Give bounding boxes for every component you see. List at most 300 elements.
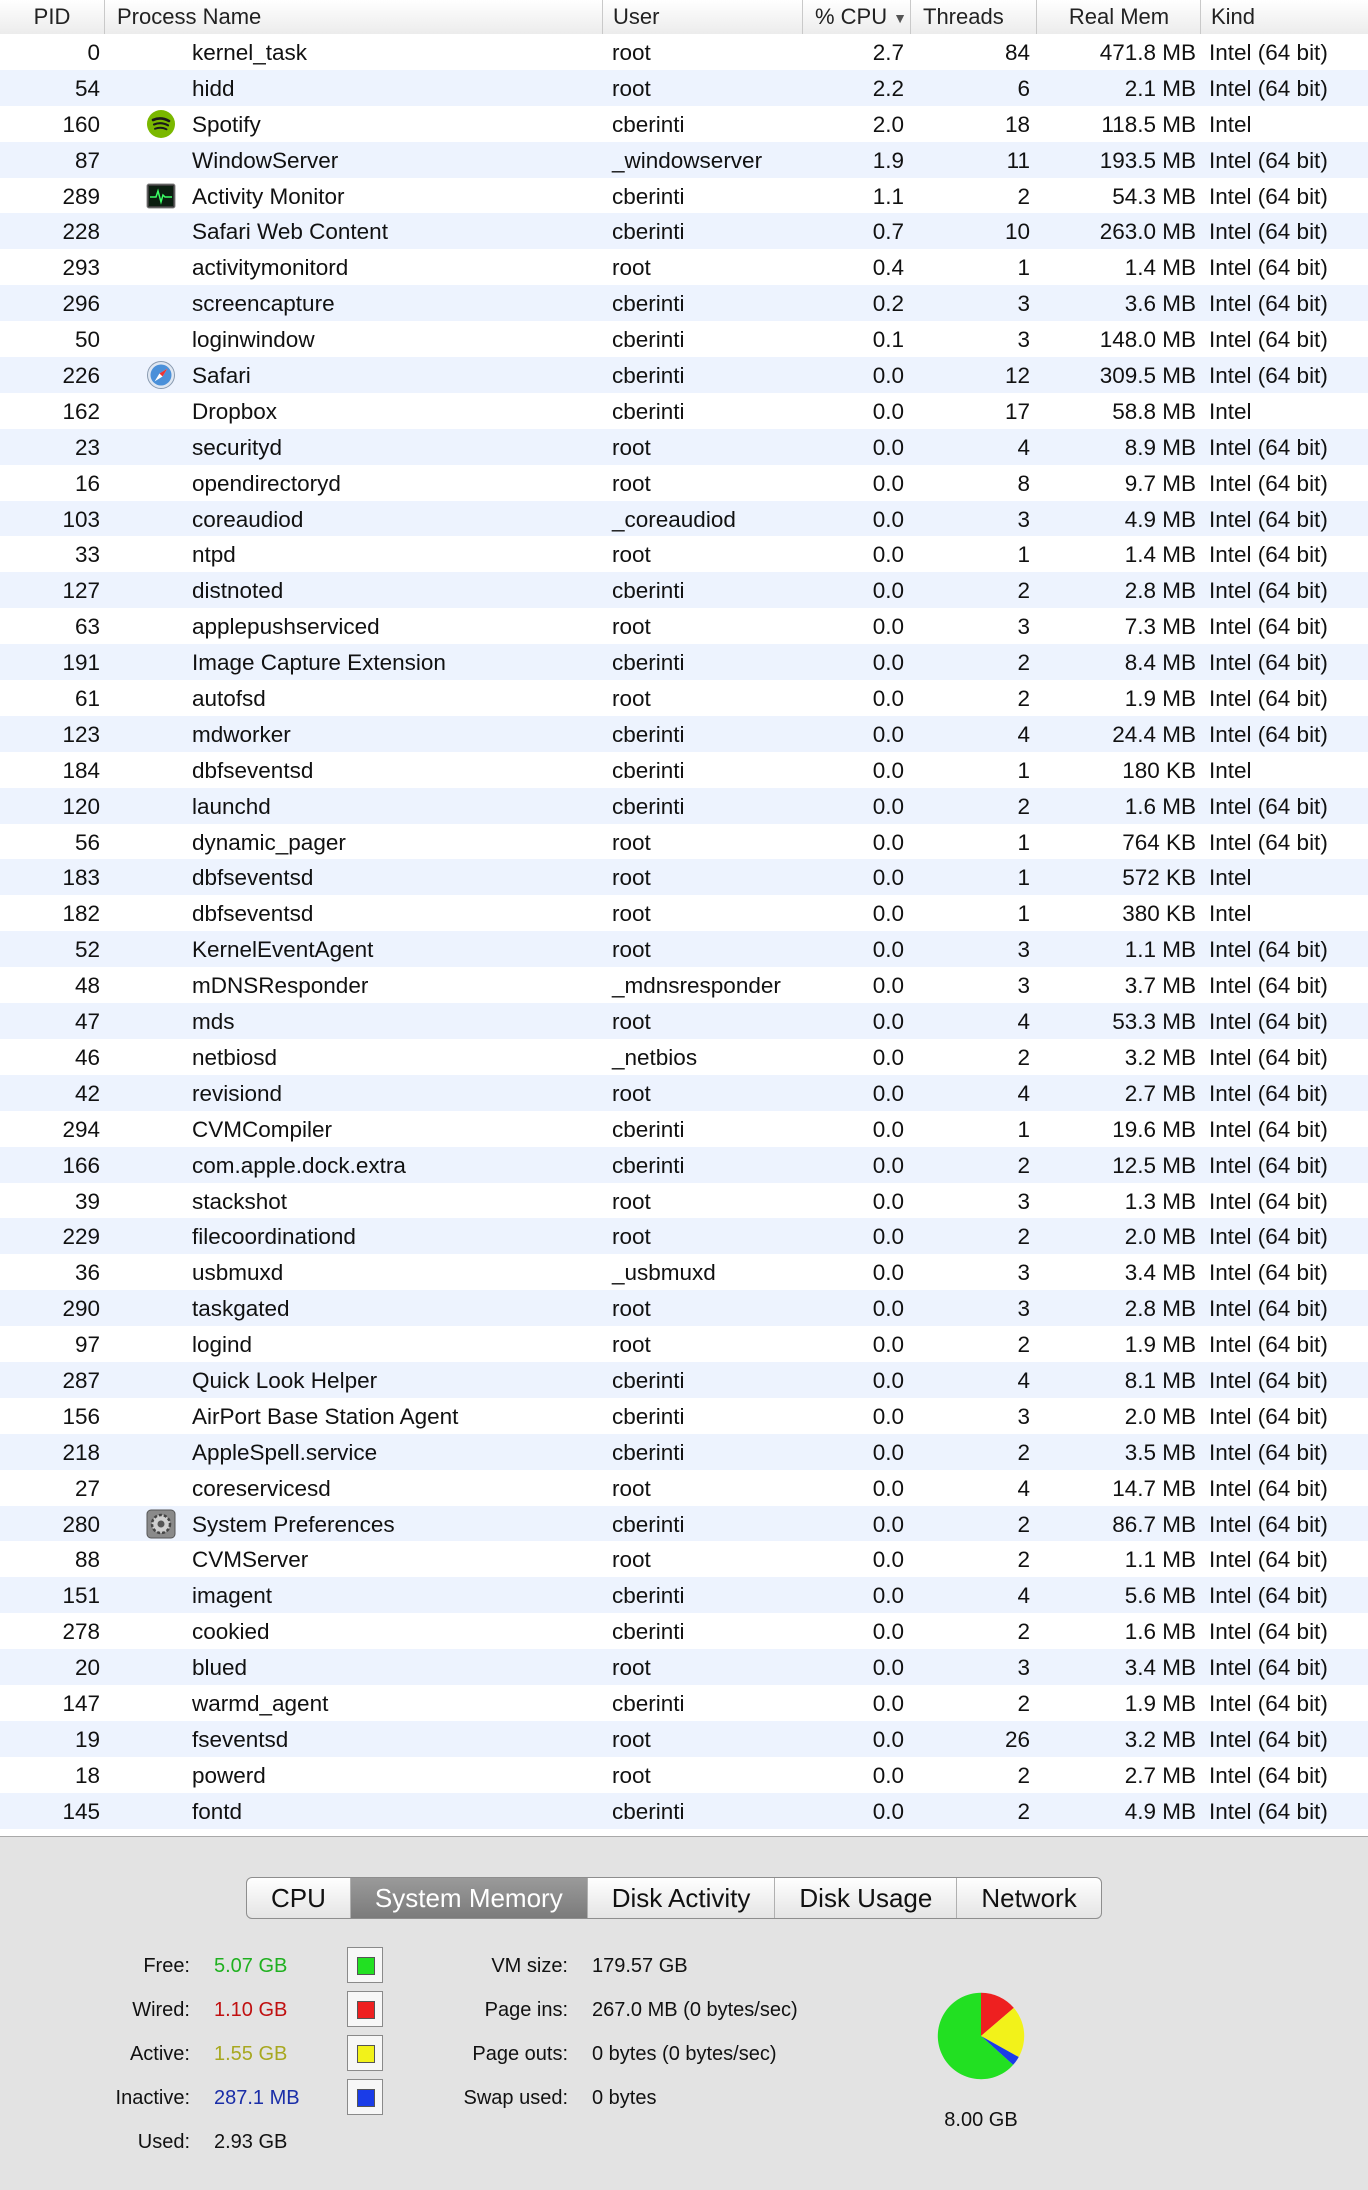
process-row[interactable] bbox=[0, 357, 1368, 393]
process-name-cell: Image Capture Extension bbox=[192, 650, 446, 676]
user-cell: root bbox=[612, 40, 651, 65]
pid-cell: 23 bbox=[74, 434, 100, 460]
app-icon-slot bbox=[146, 1724, 178, 1754]
free-color-well[interactable] bbox=[347, 1947, 383, 1983]
app-icon-slot bbox=[146, 73, 178, 103]
kind-cell: Intel (64 bit) bbox=[1209, 1080, 1328, 1106]
pid-cell: 287 bbox=[62, 1367, 100, 1393]
process-row[interactable] bbox=[0, 716, 1368, 752]
user-cell: root bbox=[612, 1726, 651, 1752]
process-row[interactable] bbox=[0, 1541, 1368, 1577]
pid-cell: 97 bbox=[74, 1332, 100, 1358]
process-row[interactable] bbox=[0, 572, 1368, 608]
cpu-cell: 0.0 bbox=[872, 363, 904, 389]
process-row[interactable] bbox=[0, 142, 1368, 178]
pid-cell: 147 bbox=[62, 1690, 100, 1716]
process-row[interactable] bbox=[0, 1003, 1368, 1039]
threads-cell: 3 bbox=[1017, 506, 1030, 532]
column-header-kind[interactable]: Kind bbox=[1200, 0, 1368, 34]
threads-cell: 2 bbox=[1017, 686, 1030, 712]
real-mem-cell: 19.6 MB bbox=[1112, 1116, 1196, 1142]
column-header-cpu[interactable] bbox=[802, 0, 910, 34]
threads-cell: 2 bbox=[1017, 1798, 1030, 1824]
free-value: 5.07 GB bbox=[214, 1955, 288, 1977]
process-row[interactable] bbox=[0, 1111, 1368, 1147]
pid-cell: 20 bbox=[74, 1655, 100, 1681]
threads-cell: 3 bbox=[1017, 1188, 1030, 1214]
app-icon-slot bbox=[146, 1114, 178, 1144]
threads-cell: 3 bbox=[1017, 937, 1030, 963]
process-name-cell: opendirectoryd bbox=[192, 470, 341, 496]
user-cell: cberinti bbox=[612, 1152, 685, 1178]
process-row[interactable] bbox=[0, 465, 1368, 501]
kind-cell: Intel (64 bit) bbox=[1209, 1260, 1328, 1286]
active-value: 1.55 GB bbox=[214, 2043, 288, 2065]
real-mem-cell: 263.0 MB bbox=[1099, 219, 1196, 245]
process-row[interactable] bbox=[0, 285, 1368, 321]
kind-cell: Intel (64 bit) bbox=[1209, 40, 1328, 65]
pid-cell: 145 bbox=[62, 1798, 100, 1824]
pid-cell: 56 bbox=[74, 829, 100, 855]
pid-cell: 296 bbox=[62, 291, 100, 317]
kind-cell: Intel (64 bit) bbox=[1209, 829, 1328, 855]
cpu-cell: 0.0 bbox=[872, 1439, 904, 1465]
kind-cell: Intel bbox=[1209, 398, 1252, 424]
pid-cell: 191 bbox=[62, 650, 100, 676]
app-icon-slot bbox=[146, 432, 178, 462]
kind-cell: Intel (64 bit) bbox=[1209, 542, 1328, 568]
user-cell: _mdnsresponder bbox=[612, 973, 781, 999]
pid-cell: 48 bbox=[74, 973, 100, 999]
app-icon-slot bbox=[146, 1150, 178, 1180]
real-mem-cell: 1.1 MB bbox=[1124, 1547, 1196, 1573]
process-row[interactable] bbox=[0, 1075, 1368, 1111]
real-mem-cell: 3.4 MB bbox=[1124, 1260, 1196, 1286]
cpu-cell: 0.0 bbox=[872, 1116, 904, 1142]
real-mem-cell: 2.0 MB bbox=[1124, 1403, 1196, 1429]
process-name-cell: autofsd bbox=[192, 686, 266, 712]
process-row[interactable] bbox=[0, 859, 1368, 895]
cpu-cell: 0.0 bbox=[872, 1367, 904, 1393]
inactive-value: 287.1 MB bbox=[214, 2087, 300, 2109]
threads-cell: 4 bbox=[1017, 434, 1030, 460]
app-icon-slot bbox=[146, 504, 178, 534]
cpu-cell: 0.0 bbox=[872, 506, 904, 532]
cpu-cell: 0.0 bbox=[872, 1009, 904, 1035]
app-icon-slot bbox=[146, 1293, 178, 1323]
real-mem-cell: 309.5 MB bbox=[1099, 363, 1196, 389]
user-cell: root bbox=[612, 255, 651, 281]
pid-cell: 183 bbox=[62, 865, 100, 891]
kind-cell: Intel (64 bit) bbox=[1209, 1116, 1328, 1142]
user-cell: root bbox=[612, 1080, 651, 1106]
kind-cell: Intel (64 bit) bbox=[1209, 1690, 1328, 1716]
app-icon-slot bbox=[146, 1042, 178, 1072]
real-mem-cell: 3.2 MB bbox=[1124, 1044, 1196, 1070]
kind-cell: Intel (64 bit) bbox=[1209, 147, 1328, 173]
pid-cell: 36 bbox=[74, 1260, 100, 1286]
process-row[interactable] bbox=[0, 1326, 1368, 1362]
spotify-icon bbox=[146, 109, 178, 139]
wired-value: 1.10 GB bbox=[214, 1999, 288, 2021]
process-name-cell: screencapture bbox=[192, 291, 335, 317]
app-icon-slot bbox=[146, 1796, 178, 1826]
used-label: Used: bbox=[137, 2131, 190, 2153]
app-icon-slot bbox=[146, 1580, 178, 1610]
active-color-well[interactable] bbox=[347, 2035, 383, 2071]
process-list bbox=[0, 34, 1368, 1829]
user-cell: cberinti bbox=[612, 578, 685, 604]
user-cell: cberinti bbox=[612, 291, 685, 317]
threads-cell: 1 bbox=[1017, 757, 1030, 783]
process-name-cell: blued bbox=[192, 1655, 248, 1681]
user-cell: cberinti bbox=[612, 111, 685, 137]
app-icon-slot bbox=[146, 791, 178, 821]
wired-label: Wired: bbox=[132, 1999, 190, 2021]
real-mem-cell: 3.5 MB bbox=[1124, 1439, 1196, 1465]
cpu-cell: 2.0 bbox=[872, 111, 904, 137]
user-cell: cberinti bbox=[612, 1439, 685, 1465]
cpu-cell: 0.0 bbox=[872, 470, 904, 496]
cpu-cell: 0.4 bbox=[872, 255, 904, 281]
app-icon-slot bbox=[146, 898, 178, 928]
threads-cell: 2 bbox=[1017, 1224, 1030, 1250]
safari-icon bbox=[146, 360, 178, 390]
threads-cell: 1 bbox=[1017, 1116, 1030, 1142]
process-name-cell: dbfseventsd bbox=[192, 865, 314, 891]
process-name-cell: mds bbox=[192, 1009, 235, 1035]
threads-cell: 1 bbox=[1017, 255, 1030, 281]
process-name-cell: warmd_agent bbox=[192, 1690, 329, 1716]
cpu-cell: 0.2 bbox=[872, 291, 904, 317]
process-name-cell: powerd bbox=[192, 1762, 266, 1788]
pid-cell: 61 bbox=[74, 686, 100, 712]
inactive-swatch bbox=[357, 2089, 375, 2107]
cpu-cell: 1.1 bbox=[872, 183, 904, 209]
kind-cell: Intel (64 bit) bbox=[1209, 721, 1328, 747]
real-mem-cell: 4.9 MB bbox=[1124, 1798, 1196, 1824]
process-row[interactable] bbox=[0, 1506, 1368, 1542]
process-row[interactable] bbox=[0, 1398, 1368, 1434]
user-cell: _usbmuxd bbox=[612, 1260, 716, 1286]
threads-cell: 84 bbox=[1004, 40, 1030, 65]
threads-cell: 3 bbox=[1017, 291, 1030, 317]
real-mem-cell: 7.3 MB bbox=[1124, 614, 1196, 640]
kind-cell: Intel (64 bit) bbox=[1209, 1583, 1328, 1609]
cpu-cell: 0.0 bbox=[872, 1475, 904, 1501]
cpu-cell: 0.0 bbox=[872, 1080, 904, 1106]
process-name-cell: activitymonitord bbox=[192, 255, 349, 281]
process-row[interactable] bbox=[0, 608, 1368, 644]
page-ins-label: Page ins: bbox=[484, 1999, 568, 2021]
process-row[interactable] bbox=[0, 1254, 1368, 1290]
inactive-color-well[interactable] bbox=[347, 2079, 383, 2115]
free-label: Free: bbox=[143, 1955, 190, 1977]
cpu-cell: 0.0 bbox=[872, 1798, 904, 1824]
process-row[interactable] bbox=[0, 393, 1368, 429]
process-row[interactable] bbox=[0, 1577, 1368, 1613]
real-mem-cell: 2.8 MB bbox=[1124, 1296, 1196, 1322]
process-row[interactable] bbox=[0, 1470, 1368, 1506]
vm-size-label: VM size: bbox=[491, 1955, 568, 1977]
kind-cell: Intel (64 bit) bbox=[1209, 506, 1328, 532]
pid-cell: 160 bbox=[62, 111, 100, 137]
kind-cell: Intel (64 bit) bbox=[1209, 1798, 1328, 1824]
threads-cell: 2 bbox=[1017, 793, 1030, 819]
process-row[interactable] bbox=[0, 644, 1368, 680]
total-memory-label: 8.00 GB bbox=[944, 2109, 1018, 2131]
process-row[interactable] bbox=[0, 1649, 1368, 1685]
app-icon-slot bbox=[146, 575, 178, 605]
real-mem-cell: 1.9 MB bbox=[1124, 686, 1196, 712]
user-cell: root bbox=[612, 901, 651, 927]
cpu-cell: 0.0 bbox=[872, 973, 904, 999]
threads-cell: 4 bbox=[1017, 1583, 1030, 1609]
pid-cell: 103 bbox=[62, 506, 100, 532]
cpu-cell: 0.0 bbox=[872, 793, 904, 819]
user-cell: cberinti bbox=[612, 1403, 685, 1429]
pid-cell: 16 bbox=[74, 470, 100, 496]
real-mem-cell: 1.1 MB bbox=[1124, 937, 1196, 963]
app-icon-slot bbox=[146, 1221, 178, 1251]
real-mem-cell: 3.4 MB bbox=[1124, 1655, 1196, 1681]
real-mem-cell: 1.4 MB bbox=[1124, 542, 1196, 568]
threads-cell: 17 bbox=[1004, 398, 1030, 424]
threads-cell: 2 bbox=[1017, 1511, 1030, 1537]
pid-cell: 280 bbox=[62, 1511, 100, 1537]
process-row[interactable] bbox=[0, 70, 1368, 106]
kind-cell: Intel (64 bit) bbox=[1209, 1439, 1328, 1465]
system-memory-panel bbox=[0, 1836, 1368, 2190]
sort-descending-icon: ▼ bbox=[893, 10, 907, 27]
app-icon-slot bbox=[146, 862, 178, 892]
app-icon-slot bbox=[146, 1688, 178, 1718]
user-cell: cberinti bbox=[612, 183, 685, 209]
real-mem-cell: 1.6 MB bbox=[1124, 1619, 1196, 1645]
real-mem-cell: 2.7 MB bbox=[1124, 1762, 1196, 1788]
process-name-cell: fontd bbox=[192, 1798, 243, 1824]
cpu-cell: 0.0 bbox=[872, 1296, 904, 1322]
kind-cell: Intel (64 bit) bbox=[1209, 686, 1328, 712]
app-icon-slot bbox=[146, 252, 178, 282]
process-row[interactable] bbox=[0, 106, 1368, 142]
real-mem-cell: 14.7 MB bbox=[1112, 1475, 1196, 1501]
kind-cell: Intel (64 bit) bbox=[1209, 363, 1328, 389]
app-icon-slot bbox=[146, 719, 178, 749]
process-row[interactable] bbox=[0, 1434, 1368, 1470]
process-name-cell: securityd bbox=[192, 434, 283, 460]
user-cell: cberinti bbox=[612, 721, 685, 747]
column-header-process-name[interactable]: Process Name bbox=[104, 0, 602, 34]
kind-cell: Intel (64 bit) bbox=[1209, 219, 1328, 245]
process-name-cell: Activity Monitor bbox=[192, 183, 345, 209]
threads-cell: 6 bbox=[1017, 75, 1030, 101]
user-cell: cberinti bbox=[612, 1798, 685, 1824]
cpu-cell: 0.0 bbox=[872, 1583, 904, 1609]
process-row[interactable] bbox=[0, 680, 1368, 716]
real-mem-cell: 193.5 MB bbox=[1099, 147, 1196, 173]
user-cell: root bbox=[612, 865, 651, 891]
kind-cell: Intel (64 bit) bbox=[1209, 973, 1328, 999]
real-mem-cell: 2.7 MB bbox=[1124, 1080, 1196, 1106]
real-mem-cell: 12.5 MB bbox=[1112, 1152, 1196, 1178]
column-header-real-mem[interactable]: Real Mem bbox=[1036, 0, 1201, 34]
threads-cell: 2 bbox=[1017, 1332, 1030, 1358]
pid-cell: 54 bbox=[74, 75, 100, 101]
cpu-cell: 2.7 bbox=[872, 40, 904, 65]
real-mem-cell: 2.1 MB bbox=[1124, 75, 1196, 101]
kind-cell: Intel (64 bit) bbox=[1209, 1547, 1328, 1573]
cpu-cell: 0.0 bbox=[872, 650, 904, 676]
process-row[interactable] bbox=[0, 1039, 1368, 1075]
process-row[interactable] bbox=[0, 824, 1368, 860]
user-cell: cberinti bbox=[612, 793, 685, 819]
process-row[interactable] bbox=[0, 1290, 1368, 1326]
process-row[interactable] bbox=[0, 1218, 1368, 1254]
process-row[interactable] bbox=[0, 213, 1368, 249]
app-icon-slot bbox=[146, 683, 178, 713]
process-row[interactable] bbox=[0, 788, 1368, 824]
kind-cell: Intel (64 bit) bbox=[1209, 1403, 1328, 1429]
pid-cell: 166 bbox=[62, 1152, 100, 1178]
pid-cell: 229 bbox=[62, 1224, 100, 1250]
app-icon-slot bbox=[146, 934, 178, 964]
real-mem-cell: 1.4 MB bbox=[1124, 255, 1196, 281]
user-cell: root bbox=[612, 1224, 651, 1250]
process-row[interactable] bbox=[0, 931, 1368, 967]
process-row[interactable] bbox=[0, 536, 1368, 572]
table-header bbox=[0, 0, 1368, 35]
app-icon-slot bbox=[146, 216, 178, 246]
real-mem-cell: 3.6 MB bbox=[1124, 291, 1196, 317]
cpu-cell: 0.0 bbox=[872, 434, 904, 460]
threads-cell: 1 bbox=[1017, 542, 1030, 568]
inactive-label: Inactive: bbox=[115, 2087, 190, 2109]
cpu-cell: 0.0 bbox=[872, 1332, 904, 1358]
process-name-cell: kernel_task bbox=[192, 40, 308, 65]
pid-cell: 39 bbox=[74, 1188, 100, 1214]
threads-cell: 4 bbox=[1017, 1080, 1030, 1106]
real-mem-cell: 54.3 MB bbox=[1112, 183, 1196, 209]
user-cell: cberinti bbox=[612, 1583, 685, 1609]
process-row[interactable] bbox=[0, 178, 1368, 214]
activity-monitor-icon bbox=[146, 181, 178, 211]
cpu-cell: 0.0 bbox=[872, 1690, 904, 1716]
app-icon-slot bbox=[146, 468, 178, 498]
tab-system-memory[interactable]: System Memory bbox=[350, 1878, 587, 1918]
real-mem-cell: 9.7 MB bbox=[1124, 470, 1196, 496]
user-cell: root bbox=[612, 1332, 651, 1358]
process-row[interactable] bbox=[0, 1362, 1368, 1398]
kind-cell: Intel (64 bit) bbox=[1209, 793, 1328, 819]
cpu-cell: 0.0 bbox=[872, 1260, 904, 1286]
process-row[interactable] bbox=[0, 1721, 1368, 1757]
process-row[interactable] bbox=[0, 1147, 1368, 1183]
pid-cell: 88 bbox=[74, 1547, 100, 1573]
real-mem-cell: 148.0 MB bbox=[1099, 327, 1196, 353]
user-cell: root bbox=[612, 937, 651, 963]
pid-cell: 293 bbox=[62, 255, 100, 281]
process-row[interactable] bbox=[0, 321, 1368, 357]
process-row[interactable] bbox=[0, 967, 1368, 1003]
kind-cell: Intel (64 bit) bbox=[1209, 614, 1328, 640]
real-mem-cell: 24.4 MB bbox=[1112, 721, 1196, 747]
tab-network[interactable]: Network bbox=[956, 1878, 1100, 1918]
wired-color-well[interactable] bbox=[347, 1991, 383, 2027]
pid-cell: 228 bbox=[62, 219, 100, 245]
user-cell: root bbox=[612, 614, 651, 640]
kind-cell: Intel (64 bit) bbox=[1209, 255, 1328, 281]
column-header-threads[interactable]: Threads bbox=[910, 0, 1036, 34]
threads-cell: 2 bbox=[1017, 650, 1030, 676]
threads-cell: 11 bbox=[1006, 147, 1030, 173]
pid-cell: 120 bbox=[62, 793, 100, 819]
process-row[interactable] bbox=[0, 501, 1368, 537]
process-row[interactable] bbox=[0, 752, 1368, 788]
pid-cell: 294 bbox=[62, 1116, 100, 1142]
tab-disk-activity[interactable]: Disk Activity bbox=[587, 1878, 775, 1918]
threads-cell: 2 bbox=[1017, 183, 1030, 209]
column-header-user[interactable]: User bbox=[602, 0, 802, 34]
tab-cpu[interactable]: CPU bbox=[271, 1883, 326, 1913]
pid-cell: 87 bbox=[74, 147, 100, 173]
pid-cell: 182 bbox=[62, 901, 100, 927]
real-mem-cell: 1.9 MB bbox=[1124, 1332, 1196, 1358]
pid-cell: 127 bbox=[62, 578, 100, 604]
kind-cell: Intel bbox=[1209, 111, 1252, 137]
pid-cell: 218 bbox=[62, 1439, 100, 1465]
app-icon-slot bbox=[146, 396, 178, 426]
user-cell: root bbox=[612, 1475, 651, 1501]
cpu-cell: 0.0 bbox=[872, 901, 904, 927]
process-row[interactable] bbox=[0, 1793, 1368, 1829]
pid-cell: 63 bbox=[74, 614, 100, 640]
process-row[interactable] bbox=[0, 249, 1368, 285]
kind-cell: Intel (64 bit) bbox=[1209, 1475, 1328, 1501]
pid-cell: 290 bbox=[62, 1296, 100, 1322]
process-row[interactable] bbox=[0, 1685, 1368, 1721]
process-row[interactable] bbox=[0, 34, 1368, 70]
real-mem-cell: 8.9 MB bbox=[1124, 434, 1196, 460]
pid-cell: 47 bbox=[74, 1009, 100, 1035]
process-row[interactable] bbox=[0, 1757, 1368, 1793]
tab-disk-usage[interactable]: Disk Usage bbox=[774, 1878, 956, 1918]
threads-cell: 4 bbox=[1017, 721, 1030, 747]
user-cell: root bbox=[612, 1655, 651, 1681]
wired-swatch bbox=[357, 2001, 375, 2019]
column-header-pid[interactable]: PID bbox=[33, 4, 71, 29]
process-name-cell: usbmuxd bbox=[192, 1260, 284, 1286]
process-name-cell: KernelEventAgent bbox=[192, 937, 374, 963]
real-mem-cell: 58.8 MB bbox=[1112, 398, 1196, 424]
threads-cell: 2 bbox=[1017, 1619, 1030, 1645]
process-name-cell: Dropbox bbox=[192, 398, 278, 424]
cpu-cell: 0.0 bbox=[872, 721, 904, 747]
cpu-cell: 0.0 bbox=[872, 1224, 904, 1250]
cpu-cell: 0.0 bbox=[872, 1762, 904, 1788]
real-mem-cell: 118.5 MB bbox=[1101, 111, 1196, 137]
threads-cell: 1 bbox=[1017, 901, 1030, 927]
threads-cell: 4 bbox=[1017, 1475, 1030, 1501]
threads-cell: 4 bbox=[1017, 1367, 1030, 1393]
kind-cell: Intel (64 bit) bbox=[1209, 1762, 1328, 1788]
cpu-cell: 0.0 bbox=[872, 686, 904, 712]
process-row[interactable] bbox=[0, 429, 1368, 465]
process-row[interactable] bbox=[0, 1183, 1368, 1219]
process-row[interactable] bbox=[0, 1613, 1368, 1649]
cpu-cell: 0.0 bbox=[872, 1403, 904, 1429]
process-row[interactable] bbox=[0, 895, 1368, 931]
